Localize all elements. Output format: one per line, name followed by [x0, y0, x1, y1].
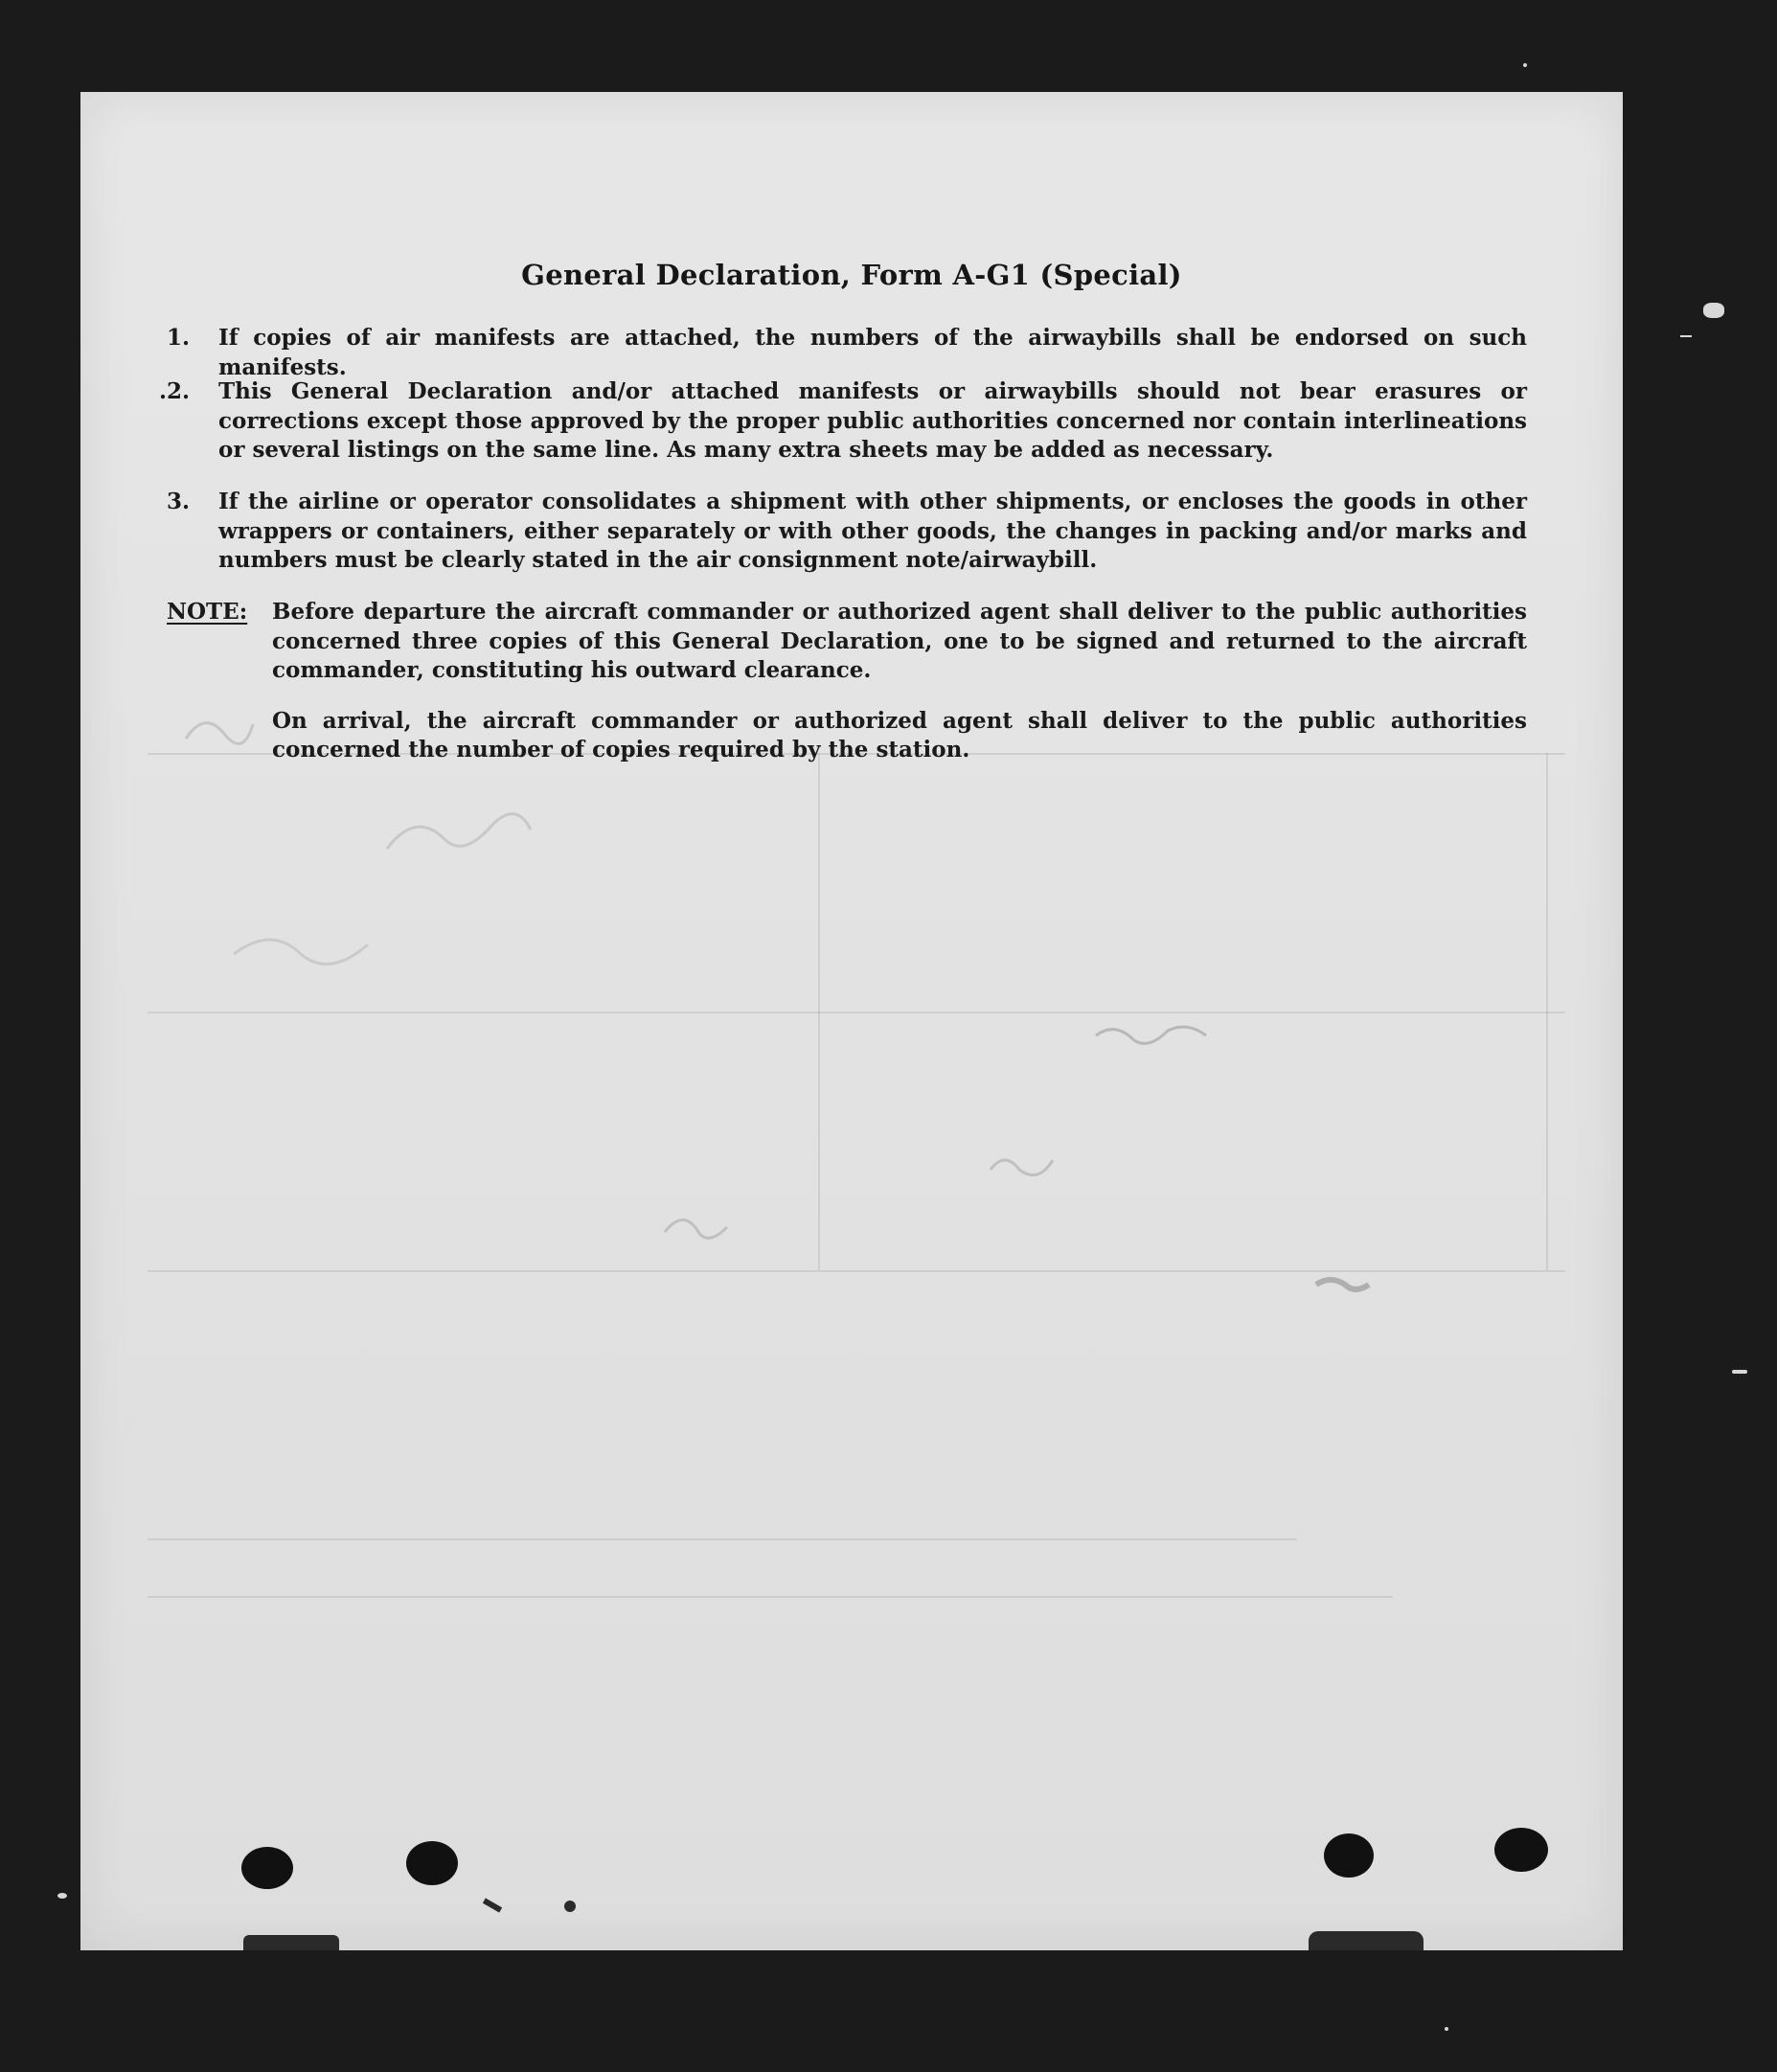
- background-speck: [1445, 2027, 1448, 2031]
- background-speck: [1523, 63, 1527, 67]
- background-speck: [1732, 1370, 1747, 1374]
- note-label: NOTE:: [167, 599, 248, 625]
- faint-handwriting-marks: [80, 92, 1623, 1950]
- background-speck: [1703, 303, 1724, 318]
- punch-hole: [1324, 1833, 1374, 1878]
- note-paragraph-1: Before departure the aircraft commander or authorized agent shall deliver to the public authorities concerned three copies of this General Declaration, one to be signed and returned to the aircraft commander, constituting his outward clearance.: [272, 599, 1527, 683]
- item-text: If copies of air manifests are attached, the numbers of the airwaybills shall be endorsed on such manifests.: [218, 325, 1527, 380]
- note-paragraph-2: On arrival, the aircraft commander or authorized agent shall deliver to the public authorities concerned the number of copies required by the station.: [272, 707, 1527, 763]
- item-text: This General Declaration and/or attached manifests or airwaybills should not bear erasures or corrections except those approved by the proper public authorities concerned nor contain interlineations or several listings on the same line. As many extra sheets may be added as necessary.: [218, 378, 1527, 463]
- item-number: 1.: [167, 325, 191, 351]
- item-text: If the airline or operator consolidates a shipment with other shipments, or encloses the goods in other wrappers or containers, either separately or with other goods, the changes in packing and/or marks and numbers must be clearly stated in the air consignment note/airwaybill.: [218, 489, 1527, 573]
- background-speck: [1680, 335, 1692, 337]
- item-number: 3.: [167, 489, 191, 514]
- form-title: General Declaration, Form A-G1 (Special): [521, 259, 1182, 291]
- punch-hole: [1494, 1828, 1548, 1872]
- torn-edge-mark: [243, 1935, 339, 1950]
- item-number: .2.: [159, 378, 191, 404]
- punch-hole: [241, 1847, 293, 1889]
- background-speck: [57, 1893, 67, 1899]
- torn-edge-mark: [1309, 1931, 1424, 1950]
- document-page: [80, 92, 1623, 1950]
- torn-edge-mark: [564, 1901, 576, 1912]
- punch-hole: [406, 1841, 458, 1885]
